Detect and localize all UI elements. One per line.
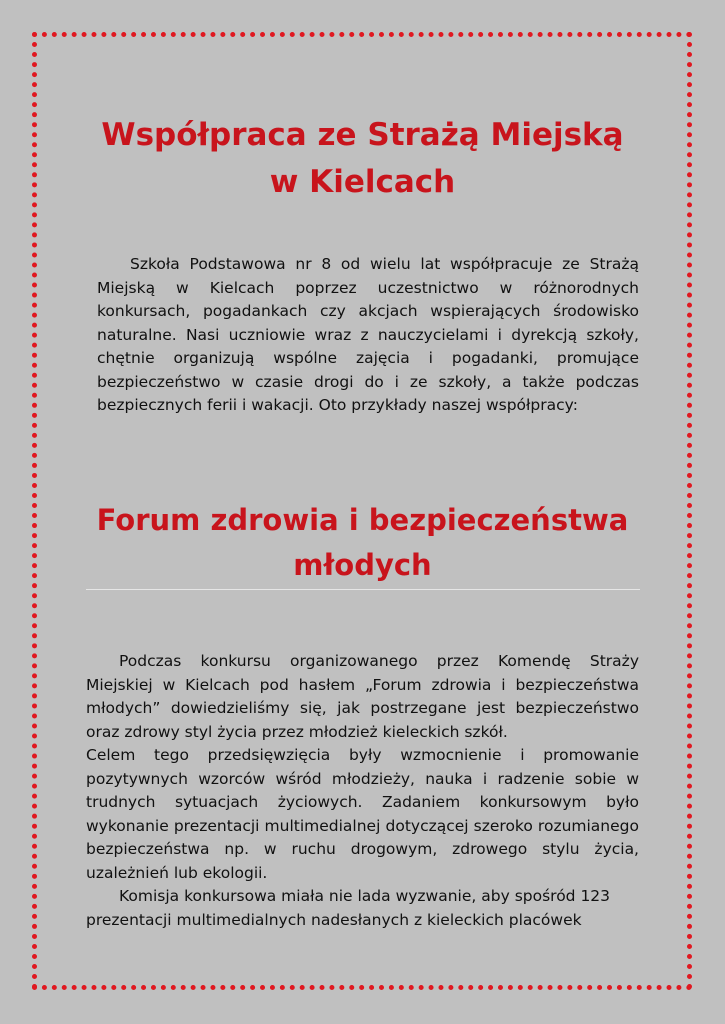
page-title-line2: w Kielcach [269,164,456,200]
horizontal-divider [86,589,640,590]
section-paragraph-2: Celem tego przedsięwzięcia były wzmocnienie i promowanie pozytywnych wzorców wśród młodzieży, nauka i radzenie sobie w trudnych sytuacjach życiowych. Zadaniem konkursowym było wykonanie prezentacji multimedialnej dotyczącej szeroko rozumianego bezpieczeństwa np. w ruchu drogowym, zdrowego stylu życia, uzależnień lub ekologii. [86,746,639,882]
page-title [60,112,665,206]
section-paragraph-1: Podczas konkursu organizowanego przez Komendę Straży Miejskiej w Kielcach pod hasłem „Forum zdrowia i bezpieczeństwa młodych” dowiedzieliśmy się, jak postrzegane jest bezpieczeństwo oraz zdrowy styl życia przez młodzież kieleckich szkół. [86,652,639,741]
section-title-line1: Forum zdrowia i bezpieczeństwa [96,503,629,537]
section-title-line2: młodych [293,548,432,582]
intro-paragraph: Szkoła Podstawowa nr 8 od wielu lat współpracuje ze Strażą Miejską w Kielcach poprzez uczestnictwo w różnorodnych konkursach, pogadankach czy akcjach wspierających środowisko naturalne. Nasi uczniowie wraz z nauczycielami i dyrekcją szkoły, chętnie organizują wspólne zajęcia i pogadanki, promujące bezpieczeństwo w czasie drogi do i ze szkoły, a także podczas bezpiecznych ferii i wakacji. Oto przykłady naszej współpracy: [97,255,639,414]
section-title [60,498,665,588]
section-body [86,650,639,932]
page-title-line1: Współpraca ze Strażą Miejską [101,117,624,153]
section-paragraph-3: Komisja konkursowa miała nie lada wyzwanie, aby spośród 123 prezentacji multimedialnych nadesłanych z kieleckich placówek [86,887,611,929]
